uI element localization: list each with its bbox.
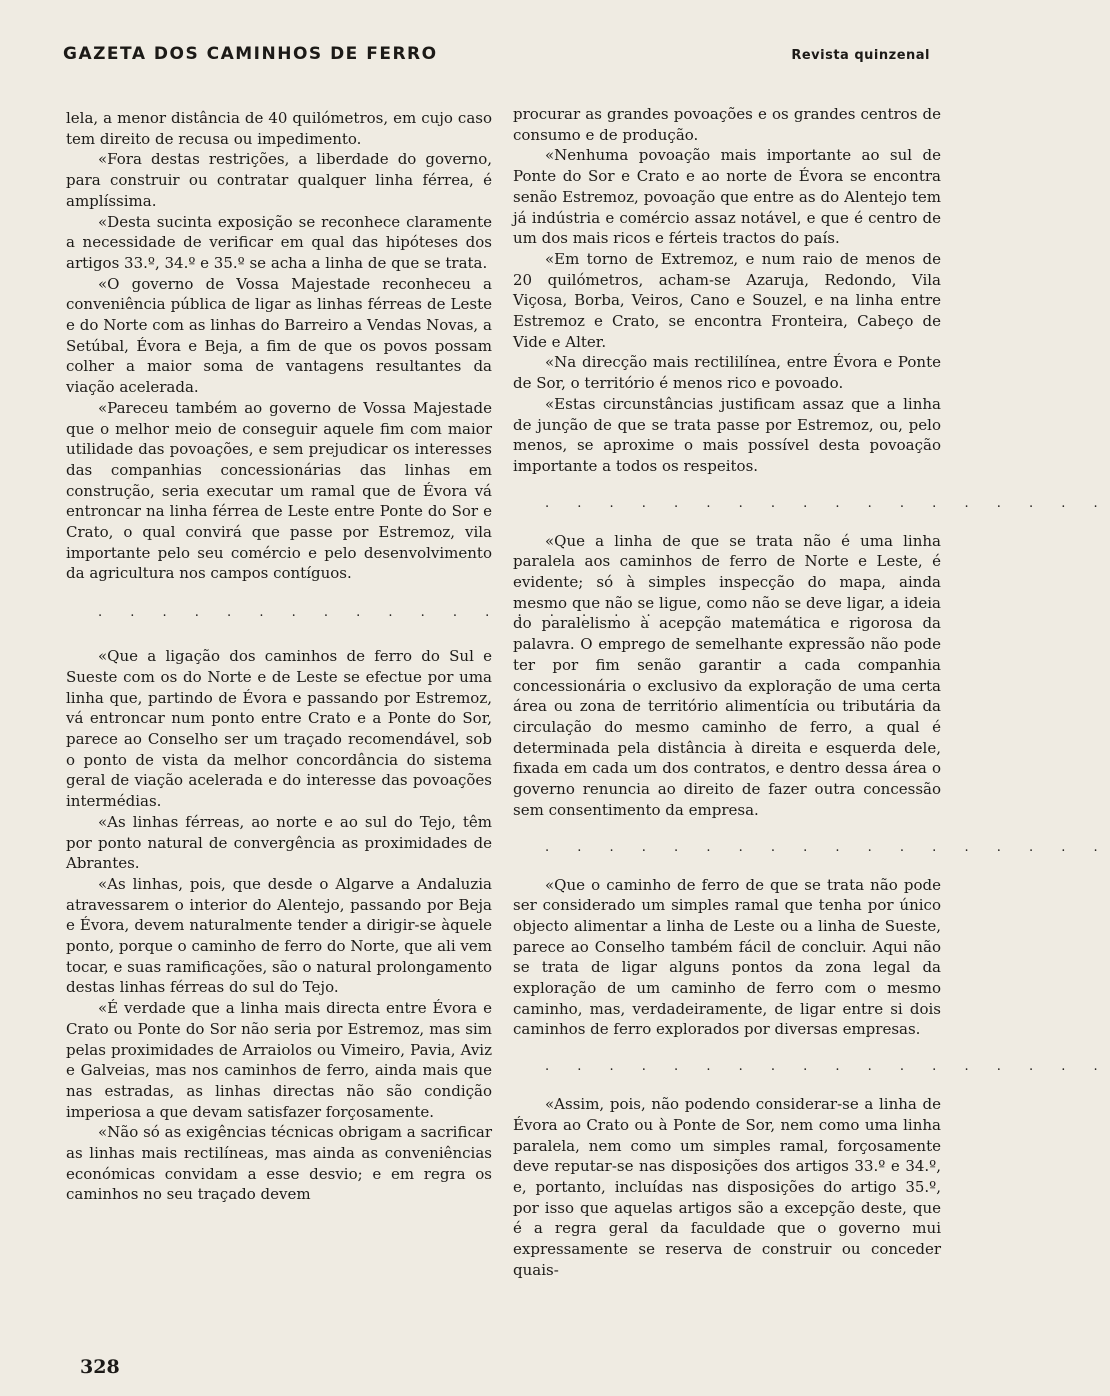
paragraph: «As linhas férreas, ao norte e ao sul do Tejo, têm por ponto natural de convergência as proximidades de Abrantes. — [66, 812, 492, 873]
paragraph: «O governo de Vossa Majestade reconheceu a conveniência pública de ligar as linhas férreas de Leste e do Norte com as linhas do Barreiro a Vendas Novas, a Setúbal, Évora e Beja, a fim de que os povos possam colher a maior soma de vantagens resultantes da viação acelerada. — [66, 274, 492, 397]
page-number: 328 — [80, 1356, 120, 1378]
paragraph: «Desta sucinta exposição se reconhece claramente a necessidade de verificar em qual das hipóteses dos artigos 33.º, 34.º e 35.º se acha a linha de que se trata. — [66, 212, 492, 272]
paragraph: lela, a menor distância de 40 quilómetros, em cujo caso tem direito de recusa ou impedimento. — [66, 109, 492, 148]
paragraph: «Assim, pois, não podendo considerar-se a linha de Évora ao Crato ou à Ponte de Sor, nem como uma linha paralela, nem como um simples ramal, forçosamente deve reputar-se nas disposições dos artigos 33.º e 34.º, e, portanto, incluídas nas disposições do artigo 35.º, por isso que aquelas artigos são a excepção deste, que é a regra geral da faculdade que o governo mui expressamente se reserva de construir ou conceder quais- — [513, 1095, 941, 1279]
paragraph: «Que o caminho de ferro de que se trata não pode ser considerado um simples ramal que tenha por único objecto alimentar a linha de Leste ou a linha de Sueste, parece ao Conselho também fácil de concluir. Aqui não se trata de ligar alguns pontos da zona legal da exploração de um caminho de ferro com o mesmo caminho, mas, verdadeiramente, de ligar entre si dois caminhos de ferro explorados por diversas empresas. — [513, 875, 941, 1039]
paragraph: «Estas circunstâncias justificam assaz que a linha de junção de que se trata passe por Estremoz, ou, pelo menos, se aproxime o mais possível desta povoação importante a todos os respeitos. — [513, 394, 941, 475]
paragraph: «Que a linha de que se trata não é uma linha paralela aos caminhos de ferro de Norte e Leste, é evidente; só à simples inspecção do mapa, ainda mesmo que não se ligue, como não se deve ligar, a ideia do paralelismo à acepção matemática e rigorosa da palavra. O emprego de semelhante expressão não pode ter por fim senão garantir a cada companhia concessionária o exclusivo da exploração de uma certa área ou zona de território alimentícia ou tributária da circulação do mesmo caminho de ferro, a qual é determinada pela distância à direita e esquerda dele, fixada em cada um dos contratos, e dentro dessa área o governo renuncia ao direito de fazer outra concessão sem consentimento da empresa. — [513, 531, 941, 819]
paragraph: «Em torno de Extremoz, e num raio de menos de 20 quilómetros, acham-se Azaruja, Redondo, Vila Viçosa, Borba, Veiros, Cano e Souzel, e na linha entre Estremoz e Crato, se encontra Fronteira, Cabeço de Vide e Alter. — [513, 249, 941, 351]
paragraph: «Que a ligação dos caminhos de ferro do Sul e Sueste com os do Norte e de Leste se efectue por uma linha que, partindo de Évora e passando por Estremoz, vá entroncar num ponto entre Crato e a Ponte do Sor, parece ao Conselho ser um traçado recomendável, sob o ponto de vista da melhor concordância do sistema geral de viação acelerada e do interesse das povoações intermédias. — [66, 647, 492, 811]
paragraph: «Na direcção mais rectililínea, entre Évora e Ponte de Sor, o território é menos rico e povoado. — [513, 353, 941, 393]
paragraph: «Nenhuma povoação mais importante ao sul de Ponte do Sor e Crato e ao norte de Évora se encontra senão Estremoz, povoação que entre as do Alentejo tem já indústria e comércio assaz notável, e que é centro de um dos mais ricos e férteis tractos do país. — [513, 146, 941, 248]
section-separator: . . . . . . . . . . . . . . . . . . — [545, 495, 1110, 511]
section-separator: . . . . . . . . . . . . . . . . . . — [545, 1059, 1110, 1075]
paragraph: «Não só as exigências técnicas obrigam a sacrificar as linhas mais rectilíneas, mas ainda as conveniências económicas convidam a esse desvio; e em regra os caminhos no seu traçado devem — [66, 1123, 492, 1204]
paragraph: «Fora destas restrições, a liberdade do governo, para construir ou contratar qualquer linha férrea, é amplíssima. — [66, 150, 492, 210]
right-column — [513, 104, 1110, 1280]
section-separator: . . . . . . . . . . . . . . . . . . — [545, 839, 1110, 855]
paragraph: «As linhas, pois, que desde o Algarve a Andaluzia atravessarem o interior do Alentejo, passando por Beja e Évora, devem naturalmente tender a dirigir-se àquele ponto, porque o caminho de ferro do Norte, que ali vem tocar, e suas ramificações, são o natural prolongamento destas linhas férreas do sul do Tejo. — [66, 874, 492, 997]
journal-title: GAZETA DOS CAMINHOS DE FERRO — [63, 44, 438, 64]
paragraph: «É verdade que a linha mais directa entre Évora e Crato ou Ponte do Sor não seria por Estremoz, mas sim pelas proximidades de Arraiolos ou Vimeiro, Pavia, Aviz e Galveias, mas nos caminhos de ferro, ainda mais que nas estradas, as linhas directas não são condição imperiosa a que devam satisfazer forçosamente. — [66, 999, 492, 1121]
section-separator: . . . . . . . . . . . . . . . . . . — [98, 605, 663, 621]
left-column — [66, 108, 663, 1205]
journal-subtitle: Revista quinzenal — [791, 48, 930, 63]
paragraph: procurar as grandes povoações e os grandes centros de consumo e de produção. — [513, 105, 941, 144]
paragraph: «Pareceu também ao governo de Vossa Majestade que o melhor meio de conseguir aquele fim com maior utilidade das povoações, e sem prejudicar os interesses das companhias concessionárias das linhas em construção, seria executar um ramal que de Évora vá entroncar na linha férrea de Leste entre Ponte do Sor e Crato, o qual convirá que passe por Estremoz, vila importante pelo seu comércio e pelo desenvolvimento da agricultura nos campos contíguos. — [66, 398, 492, 583]
